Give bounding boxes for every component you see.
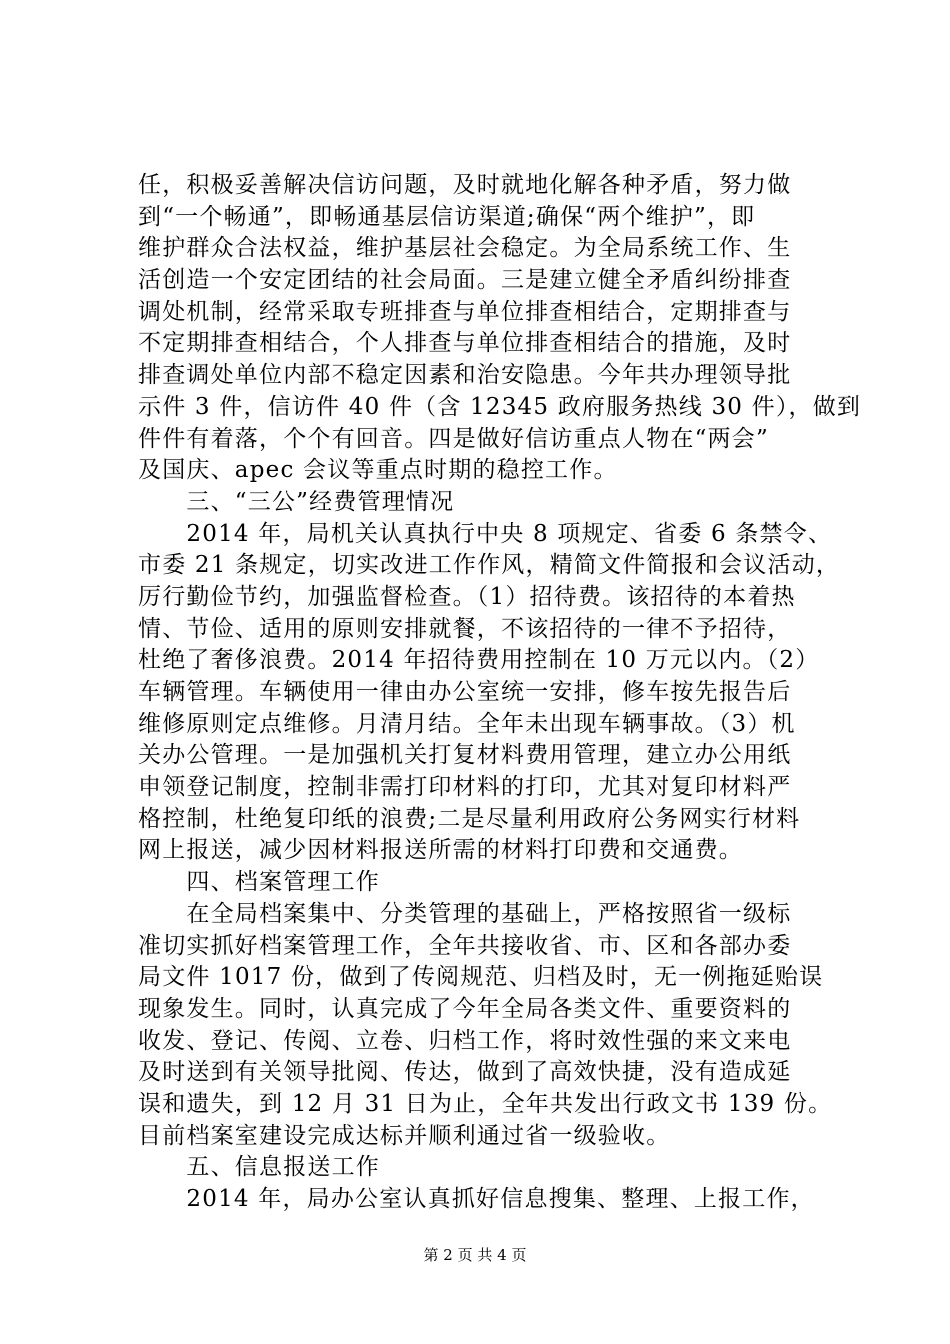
text-line: 2014 年，局机关认真执行中央 8 项规定、省委 6 条禁令、 <box>138 520 833 547</box>
document-body <box>138 170 862 1216</box>
text-line: 示件 3 件，信访件 40 件（含 12345 政府服务热线 30 件），做到 <box>138 393 862 420</box>
text-line: 厉行勤俭节约，加强监督检查。（1）招待费。该招待的本着热 <box>138 583 796 610</box>
text-line: 情、节俭、适用的原则安排就餐，不该招待的一律不予招待， <box>138 615 792 642</box>
section-heading: 五、信息报送工作 <box>138 1154 380 1181</box>
text-line: 及时送到有关领导批阅、传达，做到了高效快捷，没有造成延 <box>138 1059 792 1086</box>
text-line: 不定期排查相结合，个人排查与单位排查相结合的措施，及时 <box>138 330 792 357</box>
page-footer <box>0 1245 950 1265</box>
text-line: 申领登记制度，控制非需打印材料的打印，尤其对复印材料严 <box>138 774 792 801</box>
page-number-label: 第 2 页 共 4 页 <box>423 1246 527 1264</box>
text-line: 维护群众合法权益，维护基层社会稳定。为全局系统工作、生 <box>138 235 792 262</box>
text-line: 现象发生。同时，认真完成了今年全局各类文件、重要资料的 <box>138 995 792 1022</box>
text-line: 误和遗失，到 12 月 31 日为止，全年共发出行政文书 139 份。 <box>138 1090 833 1117</box>
text-line: 2014 年，局办公室认真抓好信息搜集、整理、上报工作， <box>138 1186 815 1212</box>
text-line: 网上报送，减少因材料报送所需的材料打印费和交通费。 <box>138 837 743 864</box>
text-line: 车辆管理。车辆使用一律由办公室统一安排，修车按先报告后 <box>138 679 792 705</box>
text-line: 市委 21 条规定，切实改进工作作风，精简文件简报和会议活动， <box>138 552 841 579</box>
text-line: 关办公管理。一是加强机关打复材料费用管理，建立办公用纸 <box>138 742 792 769</box>
section-heading: 四、档案管理工作 <box>138 869 380 896</box>
text-line: 准切实抓好档案管理工作，全年共接收省、市、区和各部办委 <box>138 932 792 959</box>
text-line: 局文件 1017 份，做到了传阅规范、归档及时，无一例拖延贻误 <box>138 964 824 991</box>
text-line: 在全局档案集中、分类管理的基础上，严格按照省一级标 <box>138 900 792 927</box>
text-line: 杜绝了奢侈浪费。2014 年招待费用控制在 10 万元以内。（2） <box>138 647 820 674</box>
text-line: 排查调处单位内部不稳定因素和治安隐患。今年共办理领导批 <box>138 362 792 389</box>
text-line: 任，积极妥善解决信访问题，及时就地化解各种矛盾，努力做 <box>138 172 792 198</box>
section-heading: 三、“三公”经费管理情况 <box>138 488 455 515</box>
text-line: 活创造一个安定团结的社会局面。三是建立健全矛盾纠纷排查 <box>138 267 792 294</box>
text-line: 格控制，杜绝复印纸的浪费;二是尽量利用政府公务网实行材料 <box>138 805 801 832</box>
text-line: 收发、登记、传阅、立卷、归档工作，将时效性强的来文来电 <box>138 1027 792 1054</box>
text-line: 及国庆、apec 会议等重点时期的稳控工作。 <box>138 457 618 484</box>
text-line: 件件有着落，个个有回音。四是做好信访重点人物在“两会” <box>138 425 769 452</box>
text-line: 调处机制，经常采取专班排查与单位排查相结合，定期排查与 <box>138 298 792 325</box>
text-line: 到“一个畅通”，即畅通基层信访渠道;确保“两个维护”，即 <box>138 203 756 230</box>
text-line: 目前档案室建设完成达标并顺利通过省一级验收。 <box>138 1122 671 1149</box>
text-line: 维修原则定点维修。月清月结。全年未出现车辆事故。（3）机 <box>138 710 796 737</box>
